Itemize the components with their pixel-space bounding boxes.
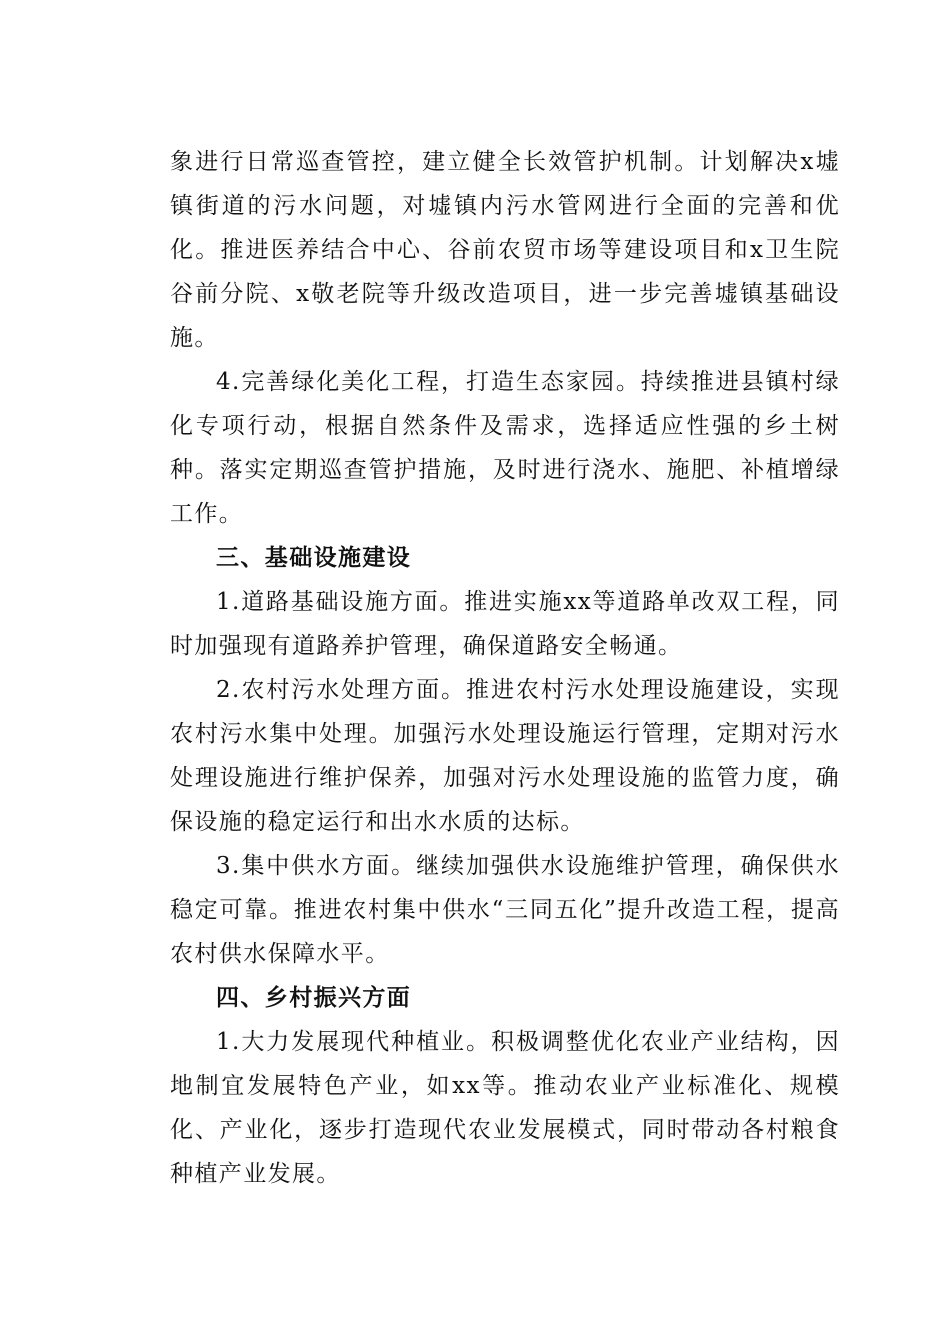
- document-body: [170, 140, 840, 1196]
- section-heading-rural-revitalization: 四、乡村振兴方面: [216, 985, 412, 1011]
- paragraph-greening: 4.完善绿化美化工程，打造生态家园。持续推进县镇村绿化专项行动，根据自然条件及需求，选择适应性强的乡土树种。落实定期巡查管护措施，及时进行浇水、施肥、补植增绿工作。: [170, 369, 840, 527]
- paragraph-roads: 1.道路基础设施方面。推进实施xx等道路单改双工程，同时加强现有道路养护管理，确保道路安全畅通。: [170, 589, 840, 659]
- paragraph-sewage: 2.农村污水处理方面。推进农村污水处理设施建设，实现农村污水集中处理。加强污水处理设施运行管理，定期对污水处理设施进行维护保养，加强对污水处理设施的监管力度，确保设施的稳定运行和出水水质的达标。: [170, 677, 840, 835]
- paragraph-agriculture: 1.大力发展现代种植业。积极调整优化农业产业结构，因地制宜发展特色产业，如xx等。推动农业产业标准化、规模化、产业化，逐步打造现代农业发展模式，同时带动各村粮食种植产业发展。: [170, 1029, 840, 1187]
- paragraph-continuation: 象进行日常巡查管控，建立健全长效管护机制。计划解决x墟镇街道的污水问题，对墟镇内污水管网进行全面的完善和优化。推进医养结合中心、谷前农贸市场等建设项目和x卫生院谷前分院、x敬老院等升级改造项目，进一步完善墟镇基础设施。: [170, 149, 840, 351]
- section-heading-infrastructure: 三、基础设施建设: [216, 545, 412, 571]
- paragraph-water-supply: 3.集中供水方面。继续加强供水设施维护管理，确保供水稳定可靠。推进农村集中供水“三同五化”提升改造工程，提高农村供水保障水平。: [170, 853, 840, 967]
